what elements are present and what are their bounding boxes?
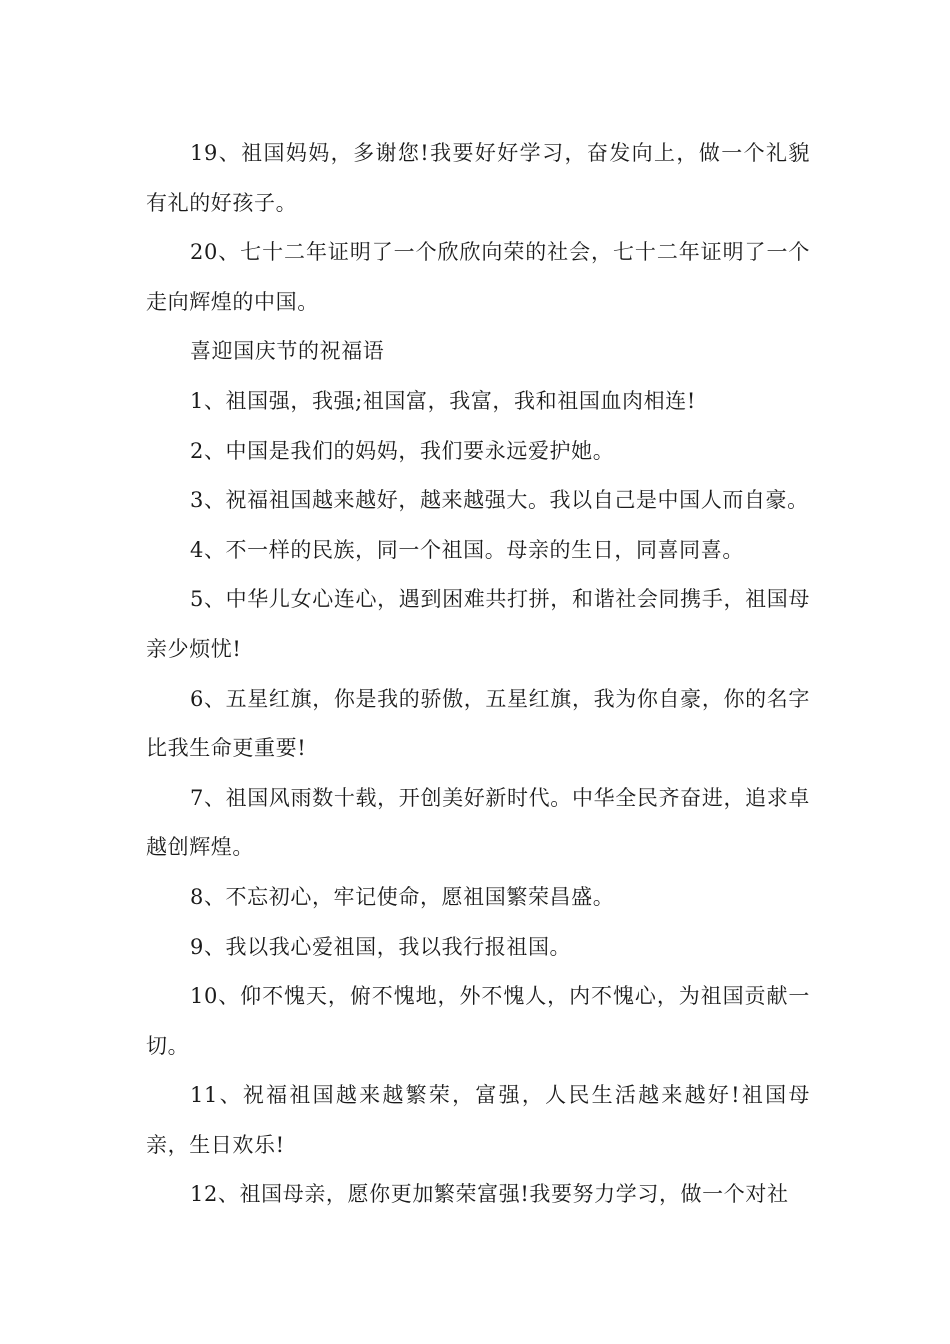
paragraph-19: 19、祖国妈妈，多谢您!我要好好学习，奋发向上，做一个礼貌有礼的好孩子。 [146,141,810,215]
list-item-4: 4、不一样的民族，同一个祖国。母亲的生日，同喜同喜。 [190,537,744,562]
list-item-11: 11、祝福祖国越来越繁荣，富强，人民生活越来越好!祖国母亲，生日欢乐! [146,1083,810,1157]
list-item-10: 10、仰不愧天，俯不愧地，外不愧人，内不愧心，为祖国贡献一切。 [146,984,810,1058]
section-title: 喜迎国庆节的祝福语 [190,339,385,364]
paragraph-20: 20、七十二年证明了一个欣欣向荣的社会，七十二年证明了一个走向辉煌的中国。 [146,240,810,314]
list-item-12: 12、祖国母亲，愿你更加繁荣富强!我要努力学习，做一个对社 [190,1182,789,1207]
document-body [146,129,810,1220]
list-item-3: 3、祝福祖国越来越好，越来越强大。我以自己是中国人而自豪。 [190,488,809,513]
list-item-5: 5、中华儿女心连心，遇到困难共打拼，和谐社会同携手，祖国母亲少烦忧! [146,587,810,661]
list-item-8: 8、不忘初心，牢记使命，愿祖国繁荣昌盛。 [190,884,615,909]
list-item-6: 6、五星红旗，你是我的骄傲，五星红旗，我为你自豪，你的名字比我生命更重要! [146,686,810,761]
list-item-9: 9、我以我心爱祖国，我以我行报祖国。 [190,934,572,959]
list-item-2: 2、中国是我们的妈妈，我们要永远爱护她。 [190,438,615,463]
list-item-1: 1、祖国强，我强;祖国富，我富，我和祖国血肉相连! [190,388,696,413]
list-item-7: 7、祖国风雨数十载，开创美好新时代。中华全民齐奋进，追求卓越创辉煌。 [146,785,810,860]
